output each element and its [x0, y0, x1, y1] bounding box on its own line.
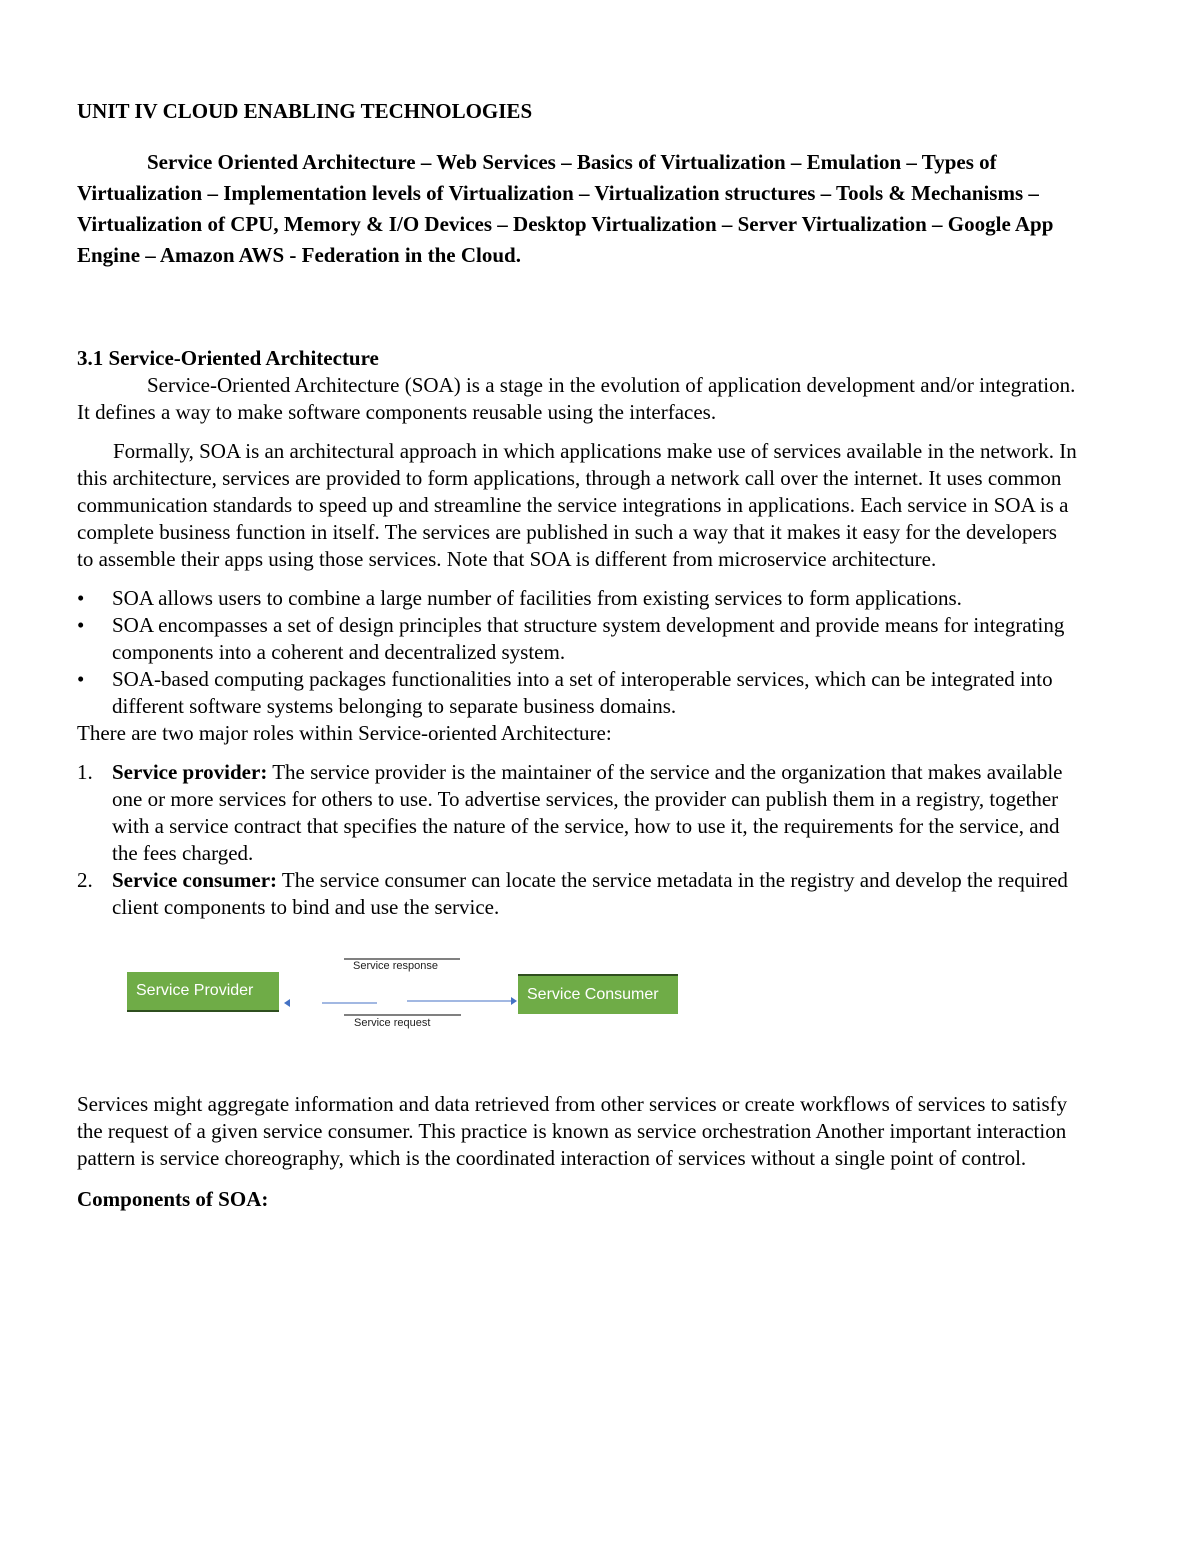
bullet-icon: •	[77, 586, 85, 610]
soa-bullet-list	[77, 585, 1077, 720]
list-item	[77, 867, 1077, 921]
service-provider-box: Service Provider	[127, 972, 279, 1012]
roles-intro: There are two major roles within Service-oriented Architecture:	[77, 721, 612, 745]
components-heading: Components of SOA:	[77, 1187, 269, 1211]
role-term: Service consumer:	[112, 868, 278, 892]
list-item-text: SOA allows users to combine a large number of facilities from existing services to form applications.	[112, 586, 962, 610]
roles-list	[77, 759, 1077, 921]
syllabus-topics: Service Oriented Architecture – Web Services – Basics of Virtualization – Emulation – Types of Virtualization – Implementation levels of Virtualization – Virtualization structures – Tools & Mechanisms – Virtualization of CPU, Memory & I/O Devices – Desktop Virtualization – Server Virtualization – Google App Engine – Amazon AWS - Federation in the Cloud.	[77, 150, 1054, 267]
soa-intro-paragraph: Service-Oriented Architecture (SOA) is a stage in the evolution of application development and/or integration. It defines a way to make software components reusable using the interfaces.	[77, 373, 1076, 424]
role-term: Service provider:	[112, 760, 268, 784]
role-description: The service provider is the maintainer of the service and the organization that makes available one or more services for others to use. To advertise services, the provider can publish them in a registry, together with a service contract that specifies the nature of the service, how to use it, the requirements for the service, and the fees charged.	[112, 760, 1063, 865]
list-item	[77, 666, 1077, 720]
role-description: The service consumer can locate the service metadata in the registry and develop the required client components to bind and use the service.	[112, 868, 1068, 919]
soa-diagram	[77, 921, 777, 1091]
bullet-icon: •	[77, 667, 85, 691]
unit-title: UNIT IV CLOUD ENABLING TECHNOLOGIES	[77, 99, 533, 123]
service-consumer-box: Service Consumer	[518, 974, 678, 1014]
list-item-text: SOA encompasses a set of design principles that structure system development and provide means for integrating components into a coherent and decentralized system.	[112, 613, 1065, 664]
soa-formal-paragraph: Formally, SOA is an architectural approach in which applications make use of services available in the network. In this architecture, services are provided to form applications, through a network call over the internet. It uses common communication standards to speed up and streamline the service integrations in applications. Each service in SOA is a complete business function in itself. The services are published in such a way that it makes it easy for the developers to assemble their apps using those services. Note that SOA is different from microservice architecture.	[77, 439, 1077, 571]
list-item	[77, 759, 1077, 867]
document-page	[77, 98, 1077, 1213]
list-number: 2.	[77, 868, 93, 892]
list-item	[77, 612, 1077, 666]
list-item-text: SOA-based computing packages functionalities into a set of interoperable services, which can be integrated into different software systems belonging to separate business domains.	[112, 667, 1053, 718]
orchestration-paragraph: Services might aggregate information and data retrieved from other services or create workflows of services to satisfy the request of a given service consumer. This practice is known as service orchestration Another important interaction pattern is service choreography, which is the coordinated interaction of services without a single point of control.	[77, 1092, 1068, 1170]
service-response-label: Service response	[353, 960, 438, 972]
arrow-head-right-icon	[511, 997, 517, 1005]
section-heading: 3.1 Service-Oriented Architecture	[77, 346, 379, 370]
list-item	[77, 585, 1077, 612]
bullet-icon: •	[77, 613, 85, 637]
service-request-label: Service request	[354, 1017, 431, 1029]
arrow-head-left-icon	[284, 999, 290, 1007]
list-number: 1.	[77, 760, 93, 784]
